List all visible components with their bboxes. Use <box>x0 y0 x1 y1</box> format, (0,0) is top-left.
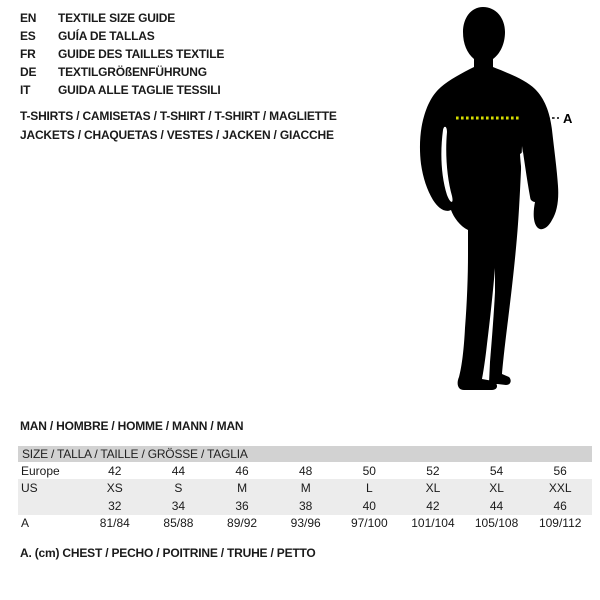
man-silhouette-figure <box>405 0 600 405</box>
lang-label: GUIDA ALLE TAGLIE TESSILI <box>58 83 221 97</box>
size-value: 101/104 <box>411 516 455 530</box>
size-value: L <box>365 481 373 495</box>
size-value: M <box>300 481 311 495</box>
category-jackets: JACKETS / CHAQUETAS / VESTES / JACKEN / GIACCHE <box>20 128 334 142</box>
table-row-chest-cm <box>18 515 592 531</box>
size-table-header: SIZE / TALLA / TAILLE / GRÖSSE / TAGLIA <box>18 446 592 462</box>
size-value: 109/112 <box>538 516 582 530</box>
lang-label: GUÍA DE TALLAS <box>58 29 155 43</box>
lang-code: IT <box>20 83 31 97</box>
size-value: 54 <box>489 463 504 478</box>
size-value: 42 <box>426 499 440 513</box>
table-row-europe <box>18 462 592 479</box>
lang-label: TEXTILGRÖßENFÜHRUNG <box>58 65 207 79</box>
garment-categories <box>20 107 337 145</box>
lang-row-de <box>20 63 224 81</box>
size-value: 42 <box>108 463 122 478</box>
size-value: 97/100 <box>350 516 388 530</box>
lang-code: DE <box>20 65 37 79</box>
size-value: 40 <box>362 499 376 513</box>
section-title-man: MAN / HOMBRE / HOMME / MANN / MAN <box>20 419 244 433</box>
table-row-us-letters <box>18 479 592 497</box>
size-value: 46 <box>235 463 249 478</box>
lang-row-es <box>20 27 224 45</box>
lang-code: FR <box>20 47 36 61</box>
size-value: 85/88 <box>163 516 194 530</box>
size-value: 32 <box>108 499 122 513</box>
row-label: US <box>21 481 38 495</box>
category-tshirts: T-SHIRTS / CAMISETAS / T-SHIRT / T-SHIRT / MAGLIETTE <box>20 109 337 123</box>
size-value: 93/96 <box>290 516 321 530</box>
size-value: 44 <box>171 463 186 478</box>
size-value: 105/108 <box>474 516 519 530</box>
size-value: 36 <box>235 499 249 513</box>
size-value: XL <box>489 481 504 495</box>
lang-row-en <box>20 9 224 27</box>
lang-label: GUIDE DES TAILLES TEXTILE <box>58 47 225 61</box>
lang-label: TEXTILE SIZE GUIDE <box>58 11 176 25</box>
row-label: Europe <box>21 463 60 478</box>
size-value: 46 <box>553 499 567 513</box>
measurement-footnote: A. (cm) CHEST / PECHO / POITRINE / TRUHE / PETTO <box>20 546 316 560</box>
lang-code: ES <box>20 29 36 43</box>
lang-row-it <box>20 81 224 99</box>
size-value: XS <box>106 481 123 495</box>
size-value: 44 <box>489 499 504 513</box>
size-value: 38 <box>299 499 313 513</box>
size-value: XL <box>425 481 441 495</box>
size-value: 34 <box>171 499 186 513</box>
size-value: 81/84 <box>99 516 130 530</box>
size-value: 52 <box>426 463 440 478</box>
size-value: 50 <box>362 463 376 478</box>
size-table <box>18 446 592 531</box>
size-value: S <box>174 481 183 495</box>
size-value: XXL <box>548 481 572 495</box>
lang-code: EN <box>20 11 37 25</box>
size-value: 89/92 <box>227 516 258 530</box>
measure-label-a: A <box>563 111 573 126</box>
size-value: 48 <box>299 463 313 478</box>
size-value: M <box>237 481 248 495</box>
table-row-us-numbers <box>18 497 592 515</box>
language-legend <box>20 9 224 99</box>
row-label: A <box>21 516 30 530</box>
lang-row-fr <box>20 45 224 63</box>
man-silhouette-icon <box>405 0 600 405</box>
size-value: 56 <box>553 463 567 478</box>
